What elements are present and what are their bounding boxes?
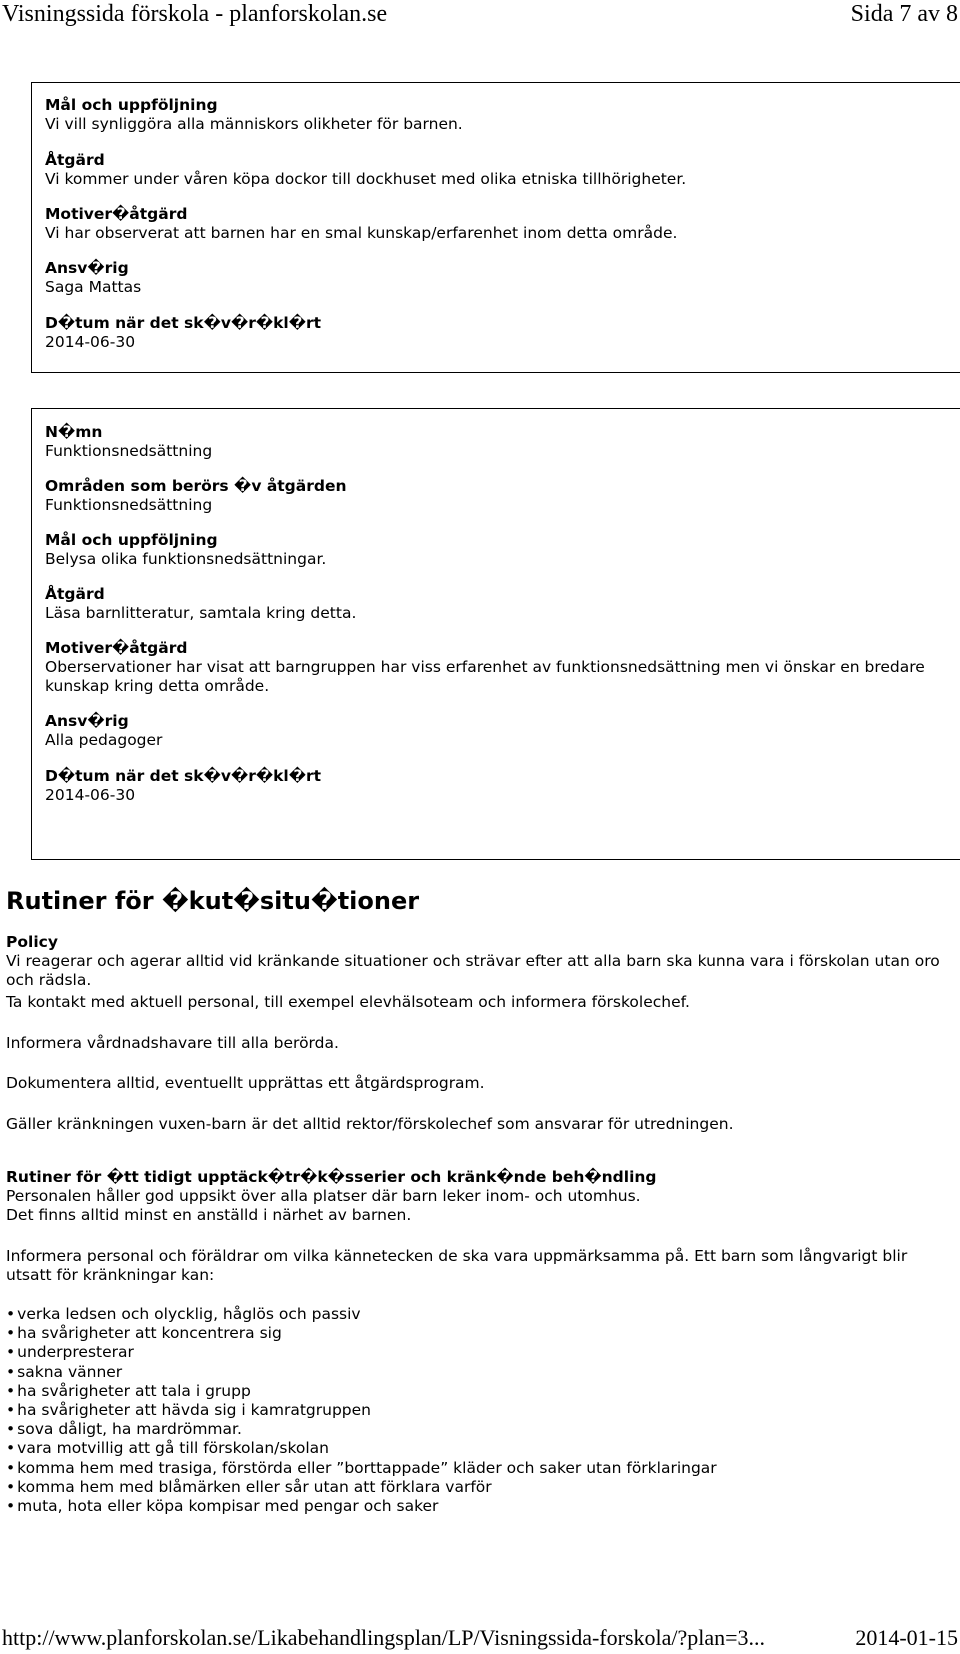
list-item: • verka ledsen och olycklig, håglös och passiv [6,1305,717,1324]
list-item: • komma hem med trasiga, förstörda eller ”borttappade” kläder och saker utan förklaringar [6,1459,717,1478]
block2-namn [45,423,935,461]
list-item: • vara motvillig att gå till förskolan/skolan [6,1439,717,1458]
paragraph: Informera vårdnadshavare till alla berörda. [6,1034,339,1052]
page-footer [0,1623,960,1653]
mal-value: Vi vill synliggöra alla människors olikheter för barnen. [45,115,463,133]
block2-ansvarig [45,712,935,750]
list-item: • muta, hota eller köpa kompisar med pengar och saker [6,1497,717,1516]
omraden-label: Områden som berörs �v åtgärden [45,477,347,495]
block1-ansvarig [45,259,935,297]
block2-datum [45,767,935,805]
motiv-value: Oberservationer har visat att barngruppen har viss erfarenhet av funktionsnedsättning men vi önskar en bredare kunskap kring detta område. [45,658,925,695]
list-item: • ha svårigheter att hävda sig i kamratgruppen [6,1401,717,1420]
paragraph: Det finns alltid minst en anställd i närhet av barnen. [6,1206,412,1224]
list-item: • underpresterar [6,1343,717,1362]
paragraph: Informera personal och föräldrar om vilka kännetecken de ska vara uppmärksamma på. Ett barn som långvarigt blir utsatt för kränkningar kan: [6,1247,908,1284]
block1-motiv [45,205,935,243]
list-item: • sova dåligt, ha mardrömmar. [6,1420,717,1439]
atgard-label: Åtgärd [45,585,105,603]
page-header [0,0,960,30]
list-item: • ha svårigheter att koncentrera sig [6,1324,717,1343]
paragraph: Dokumentera alltid, eventuellt upprättas ett åtgärdsprogram. [6,1074,485,1092]
block2-atgard [45,585,935,623]
mal-label: Mål och uppföljning [45,531,218,549]
document-title: Visningssida förskola - planforskolan.se [2,1,388,27]
motiv-value: Vi har observerat att barnen har en smal kunskap/erfarenhet inom detta område. [45,224,678,242]
section-heading: Rutiner för �kut�situ�tioner [6,887,420,915]
datum-value: 2014-06-30 [45,786,136,804]
block1-datum [45,314,935,352]
footer-date: 2014-01-15 [855,1625,958,1650]
paragraph: Gäller kränkningen vuxen-barn är det alltid rektor/förskolechef som ansvarar för utredningen. [6,1115,734,1133]
list-item: • sakna vänner [6,1363,717,1382]
ansvarig-value: Alla pedagoger [45,731,163,749]
ansvarig-value: Saga Mattas [45,278,142,296]
ansvarig-label: Ansv�rig [45,259,129,277]
warning-signs-list [6,1305,717,1516]
omraden-value: Funktionsnedsättning [45,496,213,514]
motiv-label: Motiver�åtgärd [45,639,188,657]
list-item: • ha svårigheter att tala i grupp [6,1382,717,1401]
mal-value: Belysa olika funktionsnedsättningar. [45,550,327,568]
tidigt-label: Rutiner för �tt tidigt upptäck�tr�k�sserier och kränk�nde beh�ndling [6,1168,657,1186]
block2-motiv [45,639,935,696]
page-number: Sida 7 av 8 [850,1,958,27]
atgard-value: Läsa barnlitteratur, samtala kring detta. [45,604,357,622]
footer-url: http://www.planforskolan.se/Likabehandlingsplan/LP/Visningssida-forskola/?plan=3... [2,1625,766,1650]
datum-value: 2014-06-30 [45,333,136,351]
atgard-value: Vi kommer under våren köpa dockor till dockhuset med olika etniska tillhörigheter. [45,170,687,188]
paragraph: Personalen håller god uppsikt över alla platser där barn leker inom- och utomhus. [6,1187,641,1205]
policy-label: Policy [6,933,58,951]
mal-label: Mål och uppföljning [45,96,218,114]
ansvarig-label: Ansv�rig [45,712,129,730]
datum-label: D�tum när det sk�v�r�kl�rt [45,767,322,785]
list-item: • komma hem med blåmärken eller sår utan att förklara varför [6,1478,717,1497]
paragraph: Ta kontakt med aktuell personal, till exempel elevhälsoteam och informera förskolechef. [6,993,690,1011]
block1-atgard [45,151,935,189]
atgard-label: Åtgärd [45,151,105,169]
block2-mal [45,531,935,569]
block2-omraden [45,477,935,515]
block1-mal [45,96,935,134]
policy-text: Vi reagerar och agerar alltid vid kränkande situationer och strävar efter att alla barn ska kunna vara i förskolan utan oro och rädsla. [6,952,940,989]
motiv-label: Motiver�åtgärd [45,205,188,223]
datum-label: D�tum när det sk�v�r�kl�rt [45,314,322,332]
namn-label: N�mn [45,423,103,441]
namn-value: Funktionsnedsättning [45,442,213,460]
